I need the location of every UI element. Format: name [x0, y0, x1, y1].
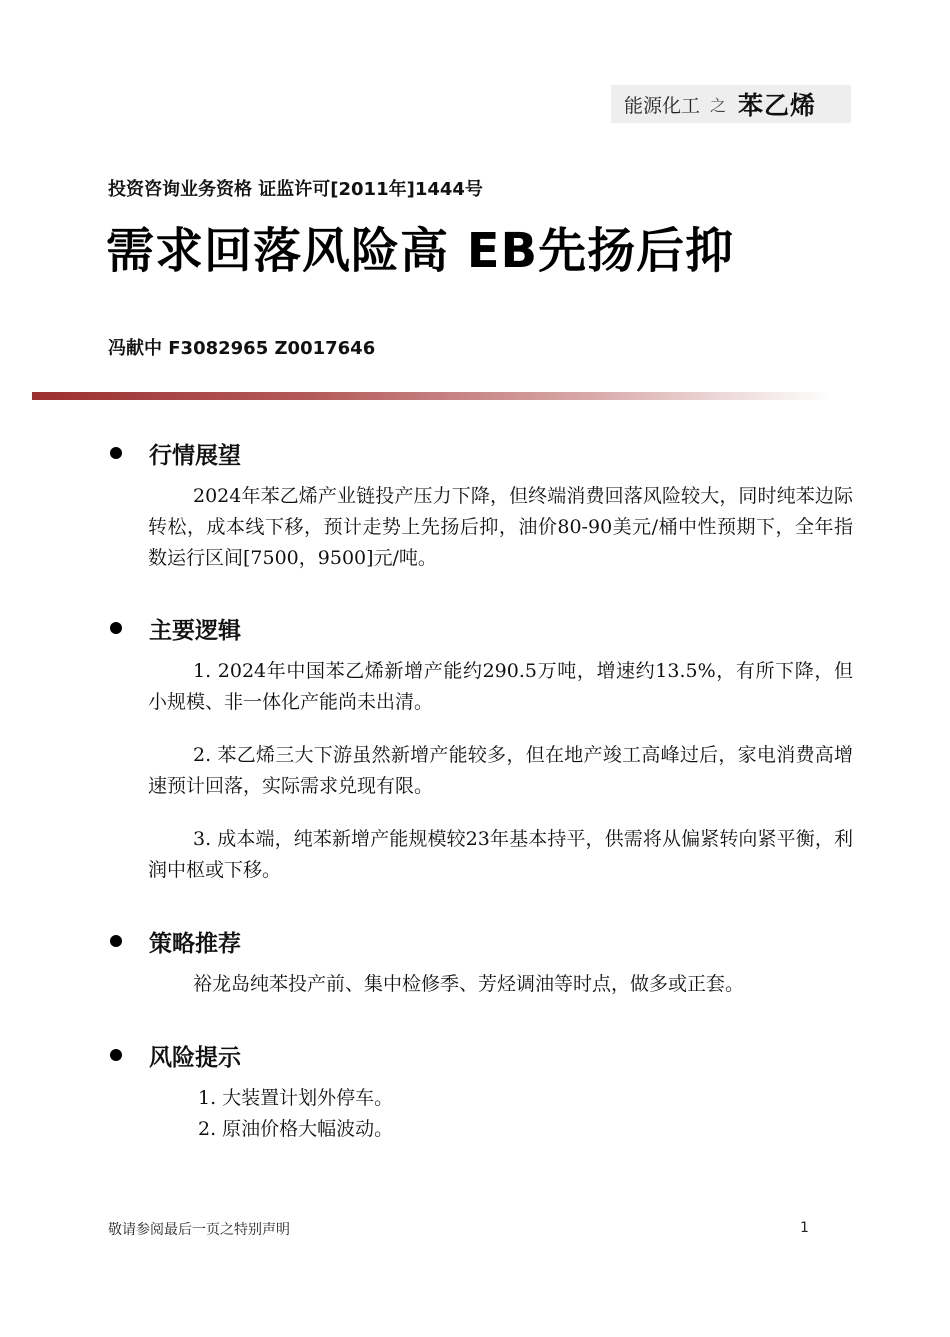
- logic-item: 1. 2024年中国苯乙烯新增产能约290.5万吨，增速约13.5%，有所下降，但小规模、非一体化产能尚未出清。: [148, 660, 853, 713]
- section-header: [108, 611, 853, 645]
- section-title: 行情展望: [149, 441, 241, 469]
- risk-item: 2. 原油价格大幅波动。: [198, 1118, 394, 1140]
- logic-item: 3. 成本端，纯苯新增产能规模较23年基本持平，供需将从偏紧转向紧平衡，利润中枢或下移。: [148, 828, 853, 881]
- risk-item: 1. 大装置计划外停车。: [198, 1087, 394, 1109]
- outlook-paragraph: 2024年苯乙烯产业链投产压力下降，但终端消费回落风险较大，同时纯苯边际转松，成本线下移，预计走势上先扬后抑，油价80-90美元/桶中性预期下，全年指数运行区间[7500，9500]元/吨。: [148, 485, 853, 569]
- section-outlook: [108, 436, 853, 574]
- section-title: 主要逻辑: [149, 616, 241, 644]
- report-title: 需求回落风险高 EB先扬后抑: [106, 223, 735, 279]
- bullet-icon: [110, 1049, 122, 1061]
- bullet-icon: [110, 935, 122, 947]
- bullet-icon: [110, 622, 122, 634]
- strategy-paragraph: 裕龙岛纯苯投产前、集中检修季、芳烃调油等时点，做多或正套。: [193, 973, 745, 995]
- section-title: 策略推荐: [149, 929, 241, 957]
- logic-item: 2. 苯乙烯三大下游虽然新增产能较多，但在地产竣工高峰过后，家电消费高增速预计回落，实际需求兑现有限。: [148, 744, 853, 797]
- report-category-tag: [611, 85, 851, 123]
- license-statement: 投资咨询业务资格 证监许可[2011年]1444号: [108, 179, 483, 200]
- section-header: [108, 1038, 853, 1072]
- section-title: 风险提示: [149, 1043, 241, 1071]
- category-label: 能源化工: [624, 94, 701, 117]
- page-number: 1: [800, 1220, 809, 1236]
- author-line: 冯献中 F3082965 Z0017646: [108, 338, 376, 359]
- section-risk: [108, 1038, 853, 1145]
- section-logic: [108, 611, 853, 886]
- risk-list: [108, 1083, 853, 1145]
- header-divider: [32, 392, 832, 400]
- section-header: [108, 924, 853, 958]
- product-label: 苯乙烯: [738, 91, 817, 120]
- section-header: [108, 436, 853, 470]
- bullet-icon: [110, 447, 122, 459]
- footer-disclaimer: 敬请参阅最后一页之特别声明: [108, 1222, 290, 1238]
- category-connector: 之: [710, 95, 727, 115]
- section-strategy: [108, 924, 853, 1000]
